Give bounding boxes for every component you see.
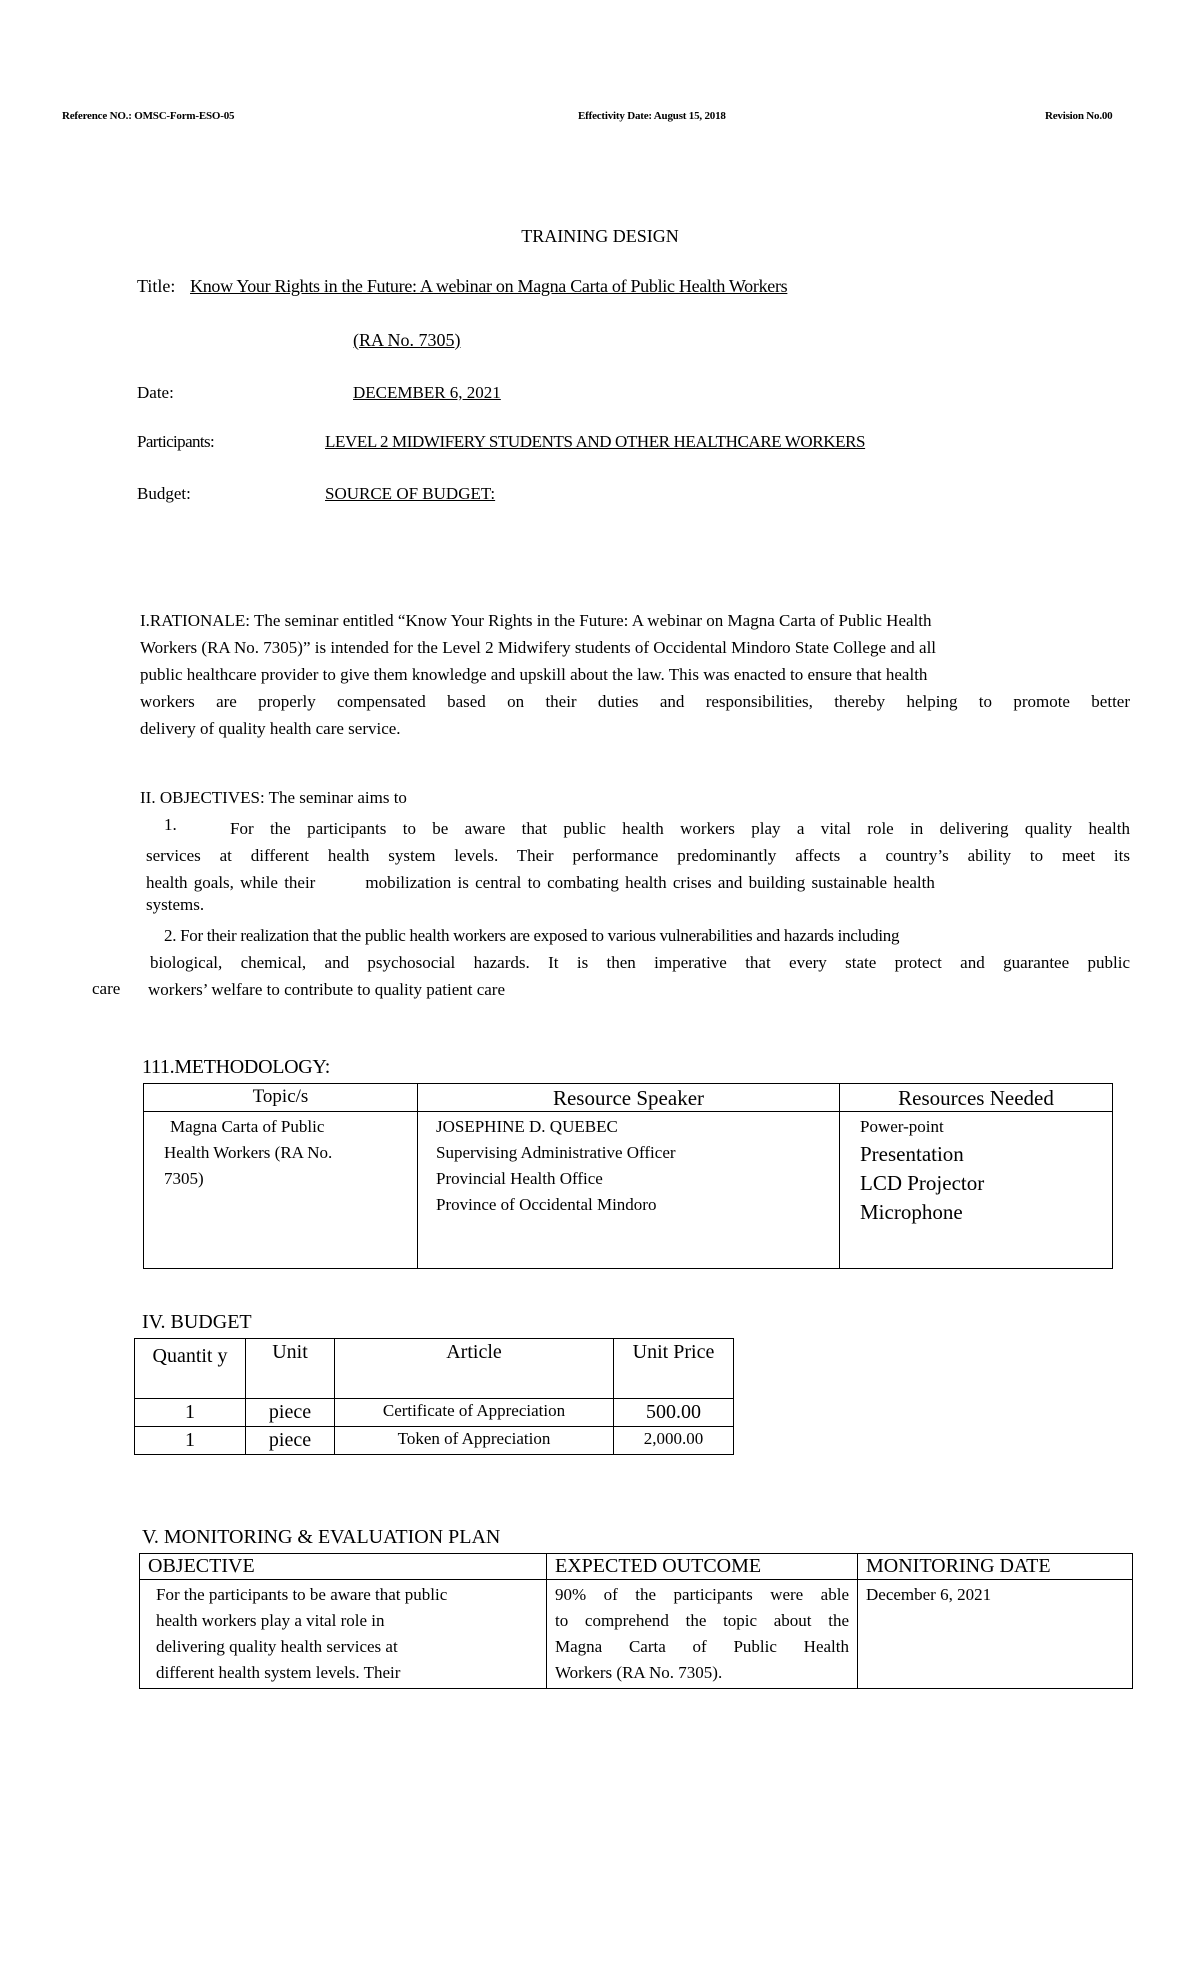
date-label: Date: — [137, 383, 174, 402]
objective-line: For the participants to be aware that public — [156, 1585, 448, 1604]
resource-line: Presentation — [860, 1142, 964, 1166]
objective-line: health workers play a vital role in — [156, 1611, 385, 1630]
topic-cell — [144, 1112, 418, 1269]
column-header: Unit — [246, 1339, 335, 1399]
methodology-heading: 111.METHODOLOGY: — [142, 1056, 330, 1078]
title-label: Title: — [137, 276, 176, 296]
participants-value: LEVEL 2 MIDWIFERY STUDENTS AND OTHER HEALTHCARE WORKERS — [325, 432, 866, 451]
document-title: TRAINING DESIGN — [521, 226, 679, 246]
objective-1-line: systems. — [146, 895, 205, 914]
column-header: Quantit y — [135, 1339, 246, 1399]
qty-cell: 1 — [135, 1399, 246, 1427]
outcome-line: 90% of the participants were able — [555, 1585, 849, 1604]
price-cell: 2,000.00 — [614, 1427, 734, 1455]
table-row — [135, 1399, 734, 1427]
table-header-row — [144, 1084, 1113, 1112]
article-cell: Certificate of Appreciation — [335, 1399, 614, 1427]
column-header: Article — [335, 1339, 614, 1399]
rationale-line: workers are properly compensated based on their duties and responsibilities, thereby helping to promote better — [140, 692, 1130, 711]
speaker-line: Supervising Administrative Officer — [436, 1143, 676, 1162]
objective-cell — [140, 1580, 547, 1689]
topic-line: Magna Carta of Public — [170, 1117, 325, 1136]
rationale-paragraph — [140, 607, 1130, 742]
column-header: MONITORING DATE — [858, 1554, 1133, 1580]
column-header: Resource Speaker — [418, 1084, 840, 1112]
budget-heading: IV. BUDGET — [142, 1311, 252, 1333]
table-row — [140, 1580, 1133, 1689]
objective-1-line: For the participants to be aware that public health workers play a vital role in delivering quality health — [230, 819, 1130, 838]
column-header: Resources Needed — [840, 1084, 1113, 1112]
title-value: Know Your Rights in the Future: A webinar on Magna Carta of Public Health Workers — [190, 276, 788, 296]
monitoring-heading: V. MONITORING & EVALUATION PLAN — [142, 1526, 501, 1548]
table-header-row — [135, 1339, 734, 1399]
methodology-table — [143, 1083, 1113, 1269]
resource-line: LCD Projector — [860, 1171, 985, 1195]
objective-1 — [146, 815, 1130, 914]
outcome-cell — [547, 1580, 858, 1689]
monitoring-table — [139, 1553, 1133, 1689]
rationale-line: public healthcare provider to give them knowledge and upskill about the law. This was enacted to ensure that health — [140, 665, 928, 684]
budget-value: SOURCE OF BUDGET: — [325, 484, 496, 503]
objective-2-line: 2. For their realization that the public health workers are exposed to various vulnerabilities and hazards including — [164, 926, 900, 945]
outcome-line: Magna Carta of Public Health — [555, 1637, 849, 1656]
objective-line: different health system levels. Their — [156, 1663, 401, 1682]
participants-label: Participants: — [137, 432, 215, 451]
budget-label: Budget: — [137, 484, 191, 503]
revision-number: Revision No.00 — [1045, 110, 1113, 122]
title-value-ra: (RA No. 7305) — [353, 330, 461, 350]
speaker-cell — [418, 1112, 840, 1269]
rationale-line: delivery of quality health care service. — [140, 719, 401, 738]
table-row — [144, 1112, 1113, 1269]
objective-1-line: services at different health system levels. Their performance predominantly affects a country’s ability to meet its — [146, 846, 1130, 865]
topic-line: Health Workers (RA No. — [164, 1143, 333, 1162]
column-header: Topic/s — [144, 1084, 418, 1112]
resource-line: Power-point — [860, 1117, 944, 1136]
resources-cell — [840, 1112, 1113, 1269]
article-cell: Token of Appreciation — [335, 1427, 614, 1455]
unit-cell: piece — [246, 1399, 335, 1427]
budget-table — [134, 1338, 734, 1455]
outcome-line: to comprehend the topic about the — [555, 1611, 849, 1630]
objective-2-line: workers’ welfare to contribute to quality patient care — [148, 980, 506, 999]
table-header-row — [140, 1554, 1133, 1580]
price-cell: 500.00 — [614, 1399, 734, 1427]
objective-line: delivering quality health services at — [156, 1637, 398, 1656]
objective-2-line: biological, chemical, and psychosocial hazards. It is then imperative that every state protect and guarantee public — [150, 953, 1130, 972]
objectives-heading: II. OBJECTIVES: The seminar aims to — [140, 788, 407, 807]
monitoring-date-cell: December 6, 2021 — [858, 1580, 1133, 1689]
rationale-line: I.RATIONALE: The seminar entitled “Know Your Rights in the Future: A webinar on Magna Carta of Public Health — [140, 611, 932, 630]
objective-2-margin-word: care — [92, 979, 121, 998]
speaker-line: Province of Occidental Mindoro — [436, 1195, 657, 1214]
objective-1-line: health goals, while their mobilization is central to combating health crises and building sustainable health — [146, 873, 935, 892]
column-header: OBJECTIVE — [140, 1554, 547, 1580]
unit-cell: piece — [246, 1427, 335, 1455]
rationale-line: Workers (RA No. 7305)” is intended for the Level 2 Midwifery students of Occidental Mindoro State College and all — [140, 638, 937, 657]
topic-line: 7305) — [164, 1169, 204, 1188]
column-header: Unit Price — [614, 1339, 734, 1399]
speaker-line: Provincial Health Office — [436, 1169, 603, 1188]
objective-1-number: 1. — [164, 815, 177, 834]
qty-cell: 1 — [135, 1427, 246, 1455]
column-header: EXPECTED OUTCOME — [547, 1554, 858, 1580]
effectivity-date: Effectivity Date: August 15, 2018 — [578, 110, 726, 122]
resource-line: Microphone — [860, 1200, 963, 1224]
speaker-name: JOSEPHINE D. QUEBEC — [436, 1117, 618, 1136]
date-value: DECEMBER 6, 2021 — [353, 383, 501, 402]
table-row — [135, 1427, 734, 1455]
outcome-line: Workers (RA No. 7305). — [555, 1663, 723, 1682]
objective-2 — [148, 922, 1130, 1003]
reference-number: Reference NO.: OMSC-Form-ESO-05 — [62, 110, 235, 122]
